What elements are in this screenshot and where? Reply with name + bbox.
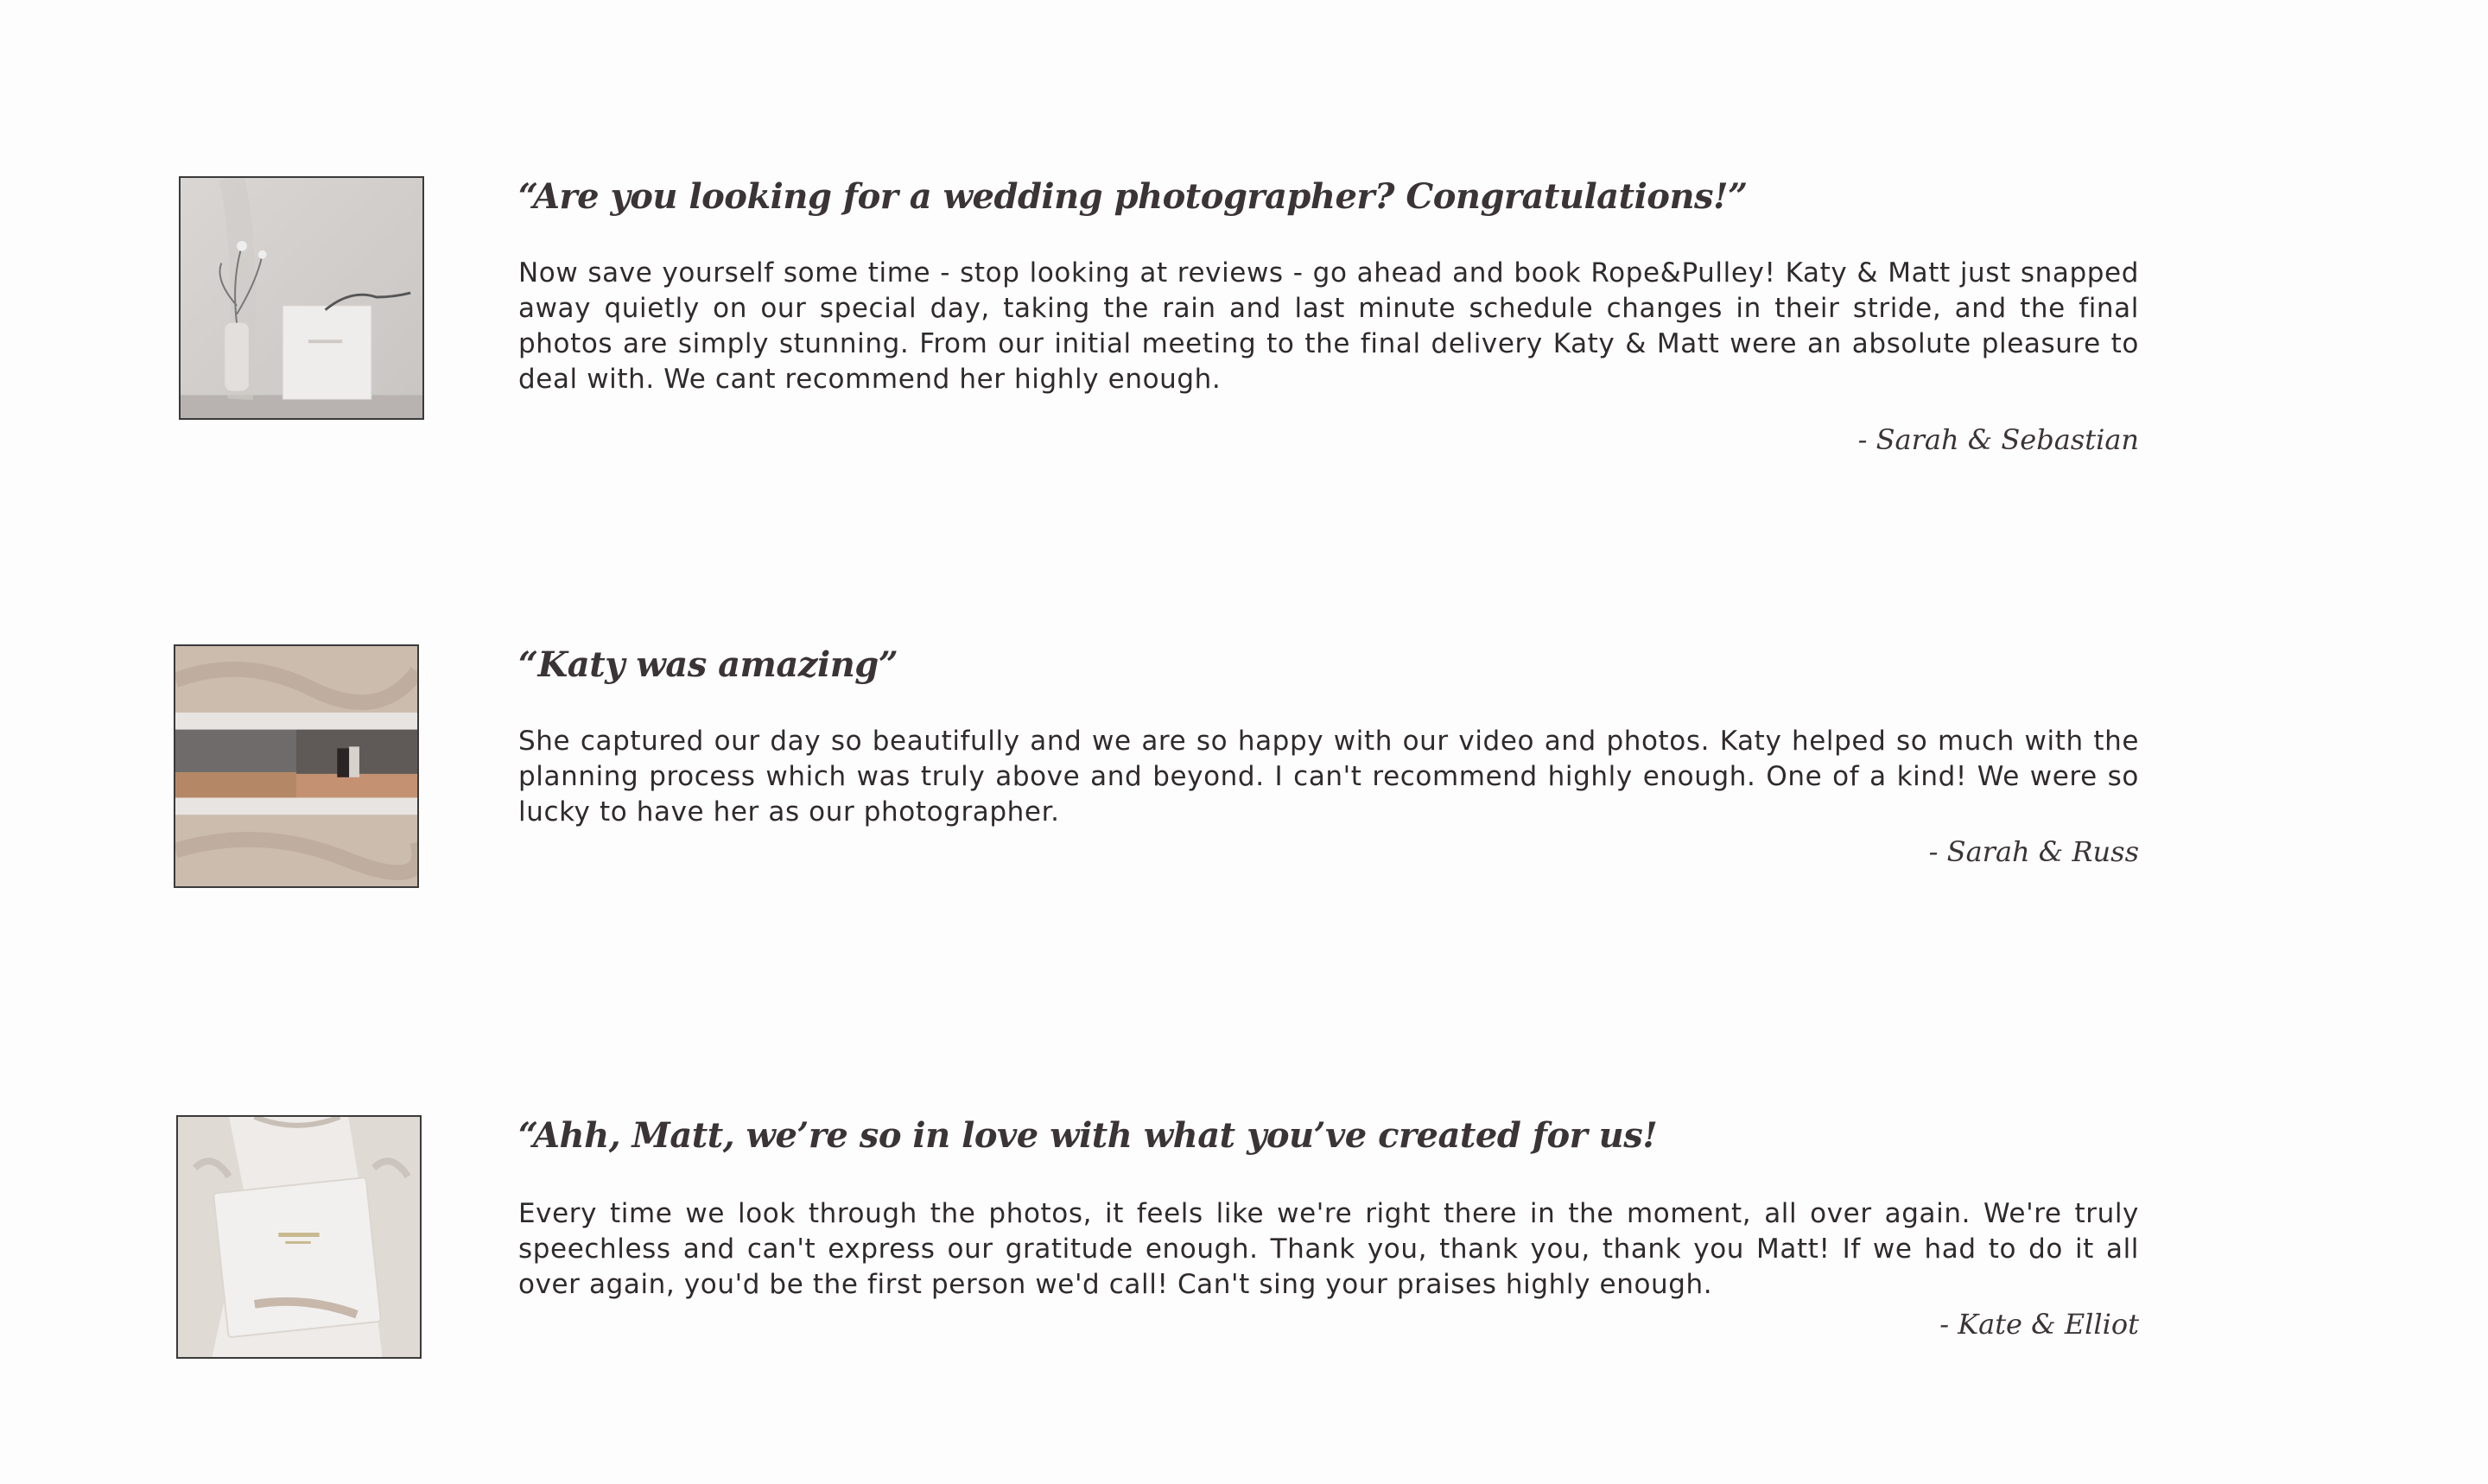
testimonial-photo [174, 644, 419, 888]
testimonial-photo [176, 1115, 422, 1359]
testimonial-photo [179, 176, 424, 420]
testimonial-title: “Katy was amazing” [518, 644, 898, 685]
testimonial-author: - Sarah & Russ [1928, 835, 2139, 868]
testimonial-body: She captured our day so beautifully and we are so happy with our video and photos. Katy helped so much with the planning process which was truly above and beyond. I can't recommend highly enough. One of a kind! We were so lucky to have her as our photographer. [518, 726, 2139, 828]
testimonial-author: - Sarah & Sebastian [1857, 423, 2139, 456]
testimonial-body: Every time we look through the photos, it feels like we're right there in the moment, all over again. We're truly speechless and can't express our gratitude enough. Thank you, thank you, thank you Matt! If we had to do it all over again, you'd be the first person we'd call! Can't sing your praises highly enough. [518, 1198, 2139, 1300]
testimonial-title: “Are you looking for a wedding photographer? Congratulations!” [518, 176, 1748, 217]
testimonial-author: - Kate & Elliot [1939, 1308, 2139, 1341]
testimonial-title: “Ahh, Matt, we’re so in love with what you’ve created for us! [518, 1115, 1658, 1156]
testimonial-body: Now save yourself some time - stop looking at reviews - go ahead and book Rope&Pulley! Katy & Matt just snapped away quietly on our special day, taking the rain and last minute schedule changes in their stride, and the final photos are simply stunning. From our initial meeting to the final delivery Katy & Matt were an absolute pleasure to deal with. We cant recommend her highly enough. [518, 257, 2139, 395]
